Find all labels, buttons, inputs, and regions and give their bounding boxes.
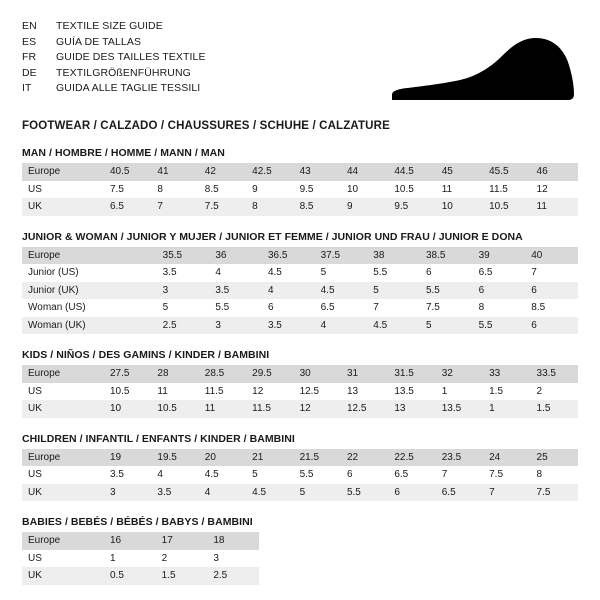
row-label: Europe — [22, 163, 104, 181]
cell: 5.5 — [373, 267, 388, 279]
cell: 13 — [388, 400, 435, 418]
language-text: GUIDE DES TAILLES TEXTILE — [56, 51, 206, 63]
cell: 5.5 — [299, 469, 314, 481]
section-title: CHILDREN / INFANTIL / ENFANTS / KINDER / BAMBINI — [22, 432, 295, 445]
table-row — [22, 282, 578, 300]
cell: 11.5 — [246, 400, 293, 418]
row-label: Woman (UK) — [22, 317, 104, 335]
cell: 6 — [267, 302, 274, 314]
cell: 7.5 — [425, 302, 440, 314]
cell: 6 — [346, 469, 353, 481]
cell: 8.5 — [294, 198, 341, 216]
size-table-babies — [22, 532, 259, 585]
cell: 11 — [199, 400, 246, 418]
cell: 31 — [341, 365, 388, 383]
cell: 12 — [536, 183, 548, 195]
cell: 7.5 — [531, 484, 578, 502]
cell: 42 — [199, 163, 246, 181]
cell: 22 — [341, 449, 388, 467]
cell: 40.5 — [104, 163, 151, 181]
row-label: Europe — [22, 532, 104, 550]
cell — [104, 247, 157, 265]
row-label: UK — [22, 400, 104, 418]
cell: 43 — [294, 163, 341, 181]
row-label: Junior (UK) — [22, 282, 104, 300]
cell: 44 — [341, 163, 388, 181]
row-label: US — [28, 552, 42, 564]
cell: 3 — [104, 484, 151, 502]
cell — [104, 299, 157, 317]
cell: 5.5 — [473, 317, 526, 335]
cell: 8 — [246, 198, 293, 216]
cell: 7.5 — [110, 183, 124, 195]
size-table-kids — [22, 365, 578, 418]
cell: 4 — [262, 282, 315, 300]
section-babies — [22, 516, 578, 585]
cell: 17 — [156, 532, 208, 550]
table-row — [22, 181, 578, 199]
cell: 38.5 — [420, 247, 473, 265]
language-row — [22, 20, 206, 36]
row-label: Woman (US) — [28, 302, 86, 314]
cell: 9 — [341, 198, 388, 216]
cell: 16 — [104, 532, 156, 550]
cell: 32 — [436, 365, 483, 383]
cell: 5.5 — [341, 484, 388, 502]
section-title: MAN / HOMBRE / HOMME / MANN / MAN — [22, 147, 225, 159]
row-label: Europe — [22, 247, 104, 265]
cell: 7 — [151, 198, 198, 216]
cell: 6 — [525, 282, 578, 300]
row-label: Europe — [22, 449, 104, 467]
cell — [104, 282, 157, 300]
cell: 6 — [425, 267, 432, 279]
cell: 9.5 — [388, 198, 435, 216]
cell: 3.5 — [262, 317, 315, 335]
cell: 3.5 — [209, 282, 262, 300]
row-label: UK — [22, 484, 104, 502]
cell: 18 — [207, 532, 259, 550]
cell: 12 — [252, 385, 264, 397]
language-row — [22, 51, 206, 67]
cell: 1 — [110, 552, 116, 564]
cell: 27.5 — [104, 365, 151, 383]
cell: 4 — [215, 267, 221, 279]
cell: 1.5 — [489, 385, 504, 397]
table-row — [22, 247, 578, 265]
cell: 9 — [252, 183, 258, 195]
cell: 37.5 — [315, 247, 368, 265]
cell: 7 — [373, 302, 379, 314]
cell: 4.5 — [204, 469, 219, 481]
cell: 4.5 — [246, 484, 293, 502]
cell: 6.5 — [320, 302, 335, 314]
cell: 44.5 — [388, 163, 435, 181]
cell: 21 — [246, 449, 293, 467]
cell: 2.5 — [157, 317, 210, 335]
cell: 5 — [162, 302, 169, 314]
size-table-junior-woman — [22, 247, 578, 335]
language-code: EN — [22, 20, 37, 32]
cell: 23.5 — [436, 449, 483, 467]
cell: 24 — [483, 449, 530, 467]
cell: 1.5 — [156, 567, 208, 585]
section-children — [22, 433, 578, 502]
cell: 11 — [531, 198, 578, 216]
cell: 6 — [473, 282, 526, 300]
cell: 5 — [294, 484, 341, 502]
table-row — [22, 449, 578, 467]
cell: 10 — [346, 183, 359, 195]
cell — [104, 264, 157, 282]
cell: 4 — [157, 469, 163, 481]
cell: 6.5 — [478, 267, 493, 279]
table-row — [22, 466, 578, 484]
cell: 46 — [531, 163, 578, 181]
language-code: DE — [22, 66, 37, 79]
cell: 2 — [161, 552, 168, 564]
cell: 5 — [367, 282, 420, 300]
size-table-man — [22, 163, 578, 216]
row-label: US — [28, 469, 42, 481]
cell: 6.5 — [104, 198, 151, 216]
dress-shoe-icon — [386, 32, 576, 104]
language-row — [22, 82, 206, 98]
table-row — [22, 400, 578, 418]
section-man — [22, 147, 578, 216]
table-row — [22, 484, 578, 502]
cell: 29.5 — [246, 365, 293, 383]
cell: 7 — [483, 484, 530, 502]
cell: 10.5 — [110, 385, 130, 397]
row-label: US — [28, 183, 42, 195]
cell: 3.5 — [110, 469, 124, 481]
cell: 39 — [473, 247, 526, 265]
cell: 36 — [209, 247, 262, 265]
cell: 41 — [151, 163, 198, 181]
cell: 1 — [483, 400, 530, 418]
table-row — [22, 163, 578, 181]
cell: 11 — [441, 183, 453, 195]
cell: 2.5 — [207, 567, 259, 585]
table-row — [22, 264, 578, 282]
cell: 38 — [367, 247, 420, 265]
table-row — [22, 383, 578, 401]
cell: 35.5 — [157, 247, 210, 265]
cell: 28 — [151, 365, 198, 383]
section-title: KIDS / NIÑOS / DES GAMINS / KINDER / BAMBINI — [22, 349, 270, 361]
language-text: GUIDA ALLE TAGLIE TESSILI — [56, 82, 201, 94]
cell: 12.5 — [299, 385, 320, 397]
language-row — [22, 67, 206, 83]
cell: 13.5 — [394, 385, 414, 397]
cell: 10.5 — [483, 198, 530, 216]
table-row — [22, 299, 578, 317]
page-title: FOOTWEAR / CALZADO / CHAUSSURES / SCHUHE / CALZATURE — [22, 120, 390, 132]
cell: 11.5 — [489, 183, 508, 195]
cell: 33 — [483, 365, 530, 383]
section-title: JUNIOR & WOMAN / JUNIOR Y MUJER / JUNIOR ET FEMME / JUNIOR UND FRAU / JUNIOR E DONA — [22, 230, 523, 243]
cell: 12 — [294, 400, 341, 418]
cell: 40 — [525, 247, 578, 265]
cell: 28.5 — [199, 365, 246, 383]
language-code: FR — [22, 51, 37, 63]
table-row — [22, 550, 259, 568]
cell: 9.5 — [299, 183, 314, 195]
cell: 5.5 — [420, 282, 473, 300]
table-row — [22, 198, 578, 216]
cell: 13.5 — [436, 400, 483, 418]
cell: 6 — [388, 484, 435, 502]
cell: 25 — [531, 449, 578, 467]
cell: 1 — [441, 385, 448, 397]
cell: 42.5 — [246, 163, 293, 181]
cell: 8 — [157, 183, 163, 195]
language-text: TEXTILGRÖßENFÜHRUNG — [56, 66, 191, 79]
cell: 3 — [213, 552, 219, 564]
cell: 6.5 — [436, 484, 483, 502]
row-label: UK — [22, 198, 104, 216]
cell: 4.5 — [315, 282, 368, 300]
cell: 5 — [320, 267, 327, 279]
cell: 10 — [436, 198, 483, 216]
cell: 2 — [536, 385, 543, 397]
cell: 45 — [436, 163, 483, 181]
cell: 11.5 — [204, 385, 224, 397]
language-list — [22, 20, 206, 98]
cell: 4 — [315, 317, 368, 335]
cell: 8.5 — [204, 183, 219, 195]
cell: 6 — [525, 317, 578, 335]
cell: 31.5 — [388, 365, 435, 383]
cell: 12.5 — [341, 400, 388, 418]
cell: 19.5 — [151, 449, 198, 467]
cell: 5.5 — [215, 302, 230, 314]
table-row — [22, 532, 259, 550]
cell: 3.5 — [151, 484, 198, 502]
size-table-children — [22, 449, 578, 502]
row-label: UK — [22, 567, 104, 585]
section-kids — [22, 349, 578, 418]
language-row — [22, 36, 206, 52]
table-row — [22, 365, 578, 383]
cell: 3 — [157, 282, 210, 300]
row-label: US — [28, 385, 42, 397]
cell: 6.5 — [394, 469, 409, 481]
table-row — [22, 567, 259, 585]
cell: 5 — [420, 317, 473, 335]
cell: 8.5 — [531, 302, 546, 314]
cell: 10.5 — [151, 400, 198, 418]
cell: 22.5 — [388, 449, 435, 467]
cell: 3 — [209, 317, 262, 335]
cell: 8 — [536, 469, 543, 481]
cell: 0.5 — [104, 567, 156, 585]
cell: 4.5 — [267, 267, 282, 279]
cell: 8 — [478, 302, 485, 314]
cell: 4 — [199, 484, 246, 502]
cell: 19 — [104, 449, 151, 467]
row-label: Europe — [22, 365, 104, 383]
cell: 5 — [252, 469, 258, 481]
cell — [104, 317, 157, 335]
cell: 21.5 — [294, 449, 341, 467]
language-text: TEXTILE SIZE GUIDE — [56, 20, 163, 32]
cell: 3.5 — [162, 267, 177, 279]
cell: 33.5 — [531, 365, 578, 383]
language-code: ES — [22, 35, 37, 48]
cell: 30 — [294, 365, 341, 383]
language-code: IT — [22, 82, 32, 94]
cell: 7 — [531, 267, 537, 279]
cell: 1.5 — [531, 400, 578, 418]
cell: 7.5 — [199, 198, 246, 216]
cell: 7.5 — [489, 469, 504, 481]
cell: 7 — [441, 469, 448, 481]
table-row — [22, 317, 578, 335]
cell: 4.5 — [367, 317, 420, 335]
section-junior-woman — [22, 231, 578, 335]
row-label: Junior (US) — [28, 267, 79, 279]
cell: 10.5 — [394, 183, 414, 195]
cell: 10 — [104, 400, 151, 418]
cell: 11 — [157, 385, 168, 397]
header — [22, 16, 578, 112]
cell: 13 — [346, 385, 359, 397]
cell: 45.5 — [483, 163, 530, 181]
language-text: GUÍA DE TALLAS — [56, 35, 142, 48]
cell: 20 — [199, 449, 246, 467]
section-title: BABIES / BEBÉS / BÉBÉS / BABYS / BAMBINI — [22, 516, 253, 528]
cell: 36.5 — [262, 247, 315, 265]
